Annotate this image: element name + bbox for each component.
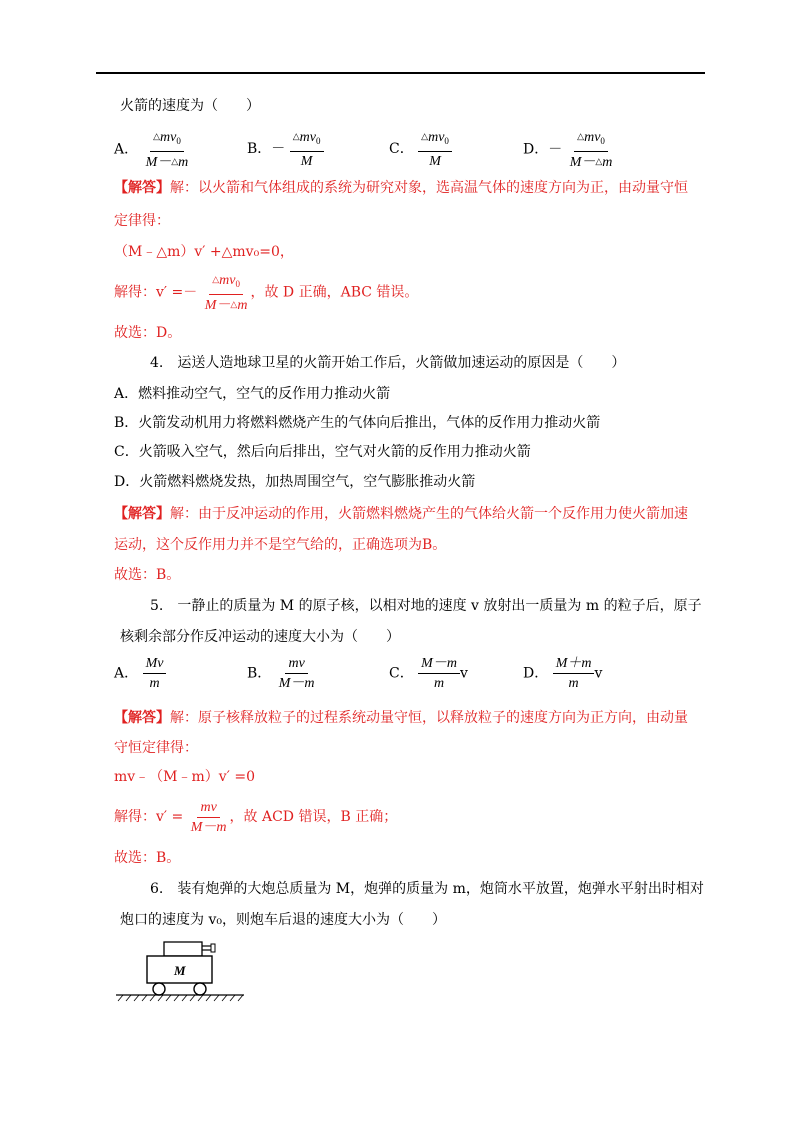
option-label: A． xyxy=(114,141,139,158)
fraction: $\frac{\triangle mv_0}{M-\triangle m}$ xyxy=(569,130,613,170)
q5-solution: 解得：v′ = $\frac{mv}{M-m}$ ，故 ACD 错误，B 正确； xyxy=(114,799,398,835)
q4-answer-line1: 【解答】解：由于反冲运动的作用，火箭燃料燃烧产生的气体给火箭一个反作用力使火箭加速 xyxy=(114,506,688,522)
option-label: B． xyxy=(247,141,272,157)
q3-choose: 故选：D。 xyxy=(114,325,182,341)
option-label: D． xyxy=(523,141,549,158)
figure-mass-label: M xyxy=(174,963,186,978)
fraction: $\frac{mv}{M-m}$ xyxy=(190,799,227,835)
q4-option-b[interactable]: B．火箭发动机用力将燃料燃烧产生的气体向后推出，气体的反作用力推动火箭 xyxy=(114,415,601,431)
q5-option-d[interactable]: D． $\frac{M+m}{m}$ v xyxy=(523,656,603,691)
fraction: $\frac{mv}{M-m}$ xyxy=(278,656,315,691)
q4-option-a[interactable]: A．燃料推动空气，空气的反作用力推动火箭 xyxy=(114,386,391,402)
q5-stem-line2: 核剩余部分作反冲运动的速度大小为（ ） xyxy=(120,629,400,645)
q6-stem-line2: 炮口的速度为 v₀，则炮车后退的速度大小为（ ） xyxy=(120,912,446,928)
q4-option-c[interactable]: C．火箭吸入空气，然后向后排出，空气对火箭的反作用力推动火箭 xyxy=(114,444,531,460)
q3-option-a[interactable] xyxy=(114,128,191,171)
q3-option-d[interactable]: D．－ $\frac{\triangle mv_0}{M-\triangle m}$ xyxy=(523,128,615,171)
fraction: $\frac{M-m}{m}$ xyxy=(418,655,460,692)
fraction: $\frac{\triangle mv_0}{M}$ xyxy=(290,128,324,170)
q3-solution: 解得：v′ =－ $\frac{\triangle mv_0}{M-\triangle m}$ ，故 D 正确，ABC 错误。 xyxy=(114,273,419,313)
q4-stem: 4. 运送人造地球卫星的火箭开始工作后，火箭做加速运动的原因是（ ） xyxy=(150,355,626,371)
option-label: D． xyxy=(523,665,549,682)
q5-equation: mv﹣（M﹣m）v′ =0 xyxy=(114,769,255,785)
fraction: $\frac{Mv}{m}$ xyxy=(143,655,167,692)
q4-answer-line2: 运动，这个反作用力并不是空气给的，正确选项为B。 xyxy=(114,537,447,553)
fraction: $\frac{M+m}{m}$ xyxy=(553,655,595,692)
q3-stem: 火箭的速度为（ ） xyxy=(120,98,260,114)
option-label: A． xyxy=(114,665,139,682)
q3-option-c[interactable] xyxy=(389,128,452,170)
option-label: C． xyxy=(389,141,414,157)
fraction: $\frac{\triangle mv_0}{M}$ xyxy=(418,128,452,170)
q5-answer-line2: 守恒定律得： xyxy=(114,740,198,756)
q5-stem-line1: 5. 一静止的质量为 M 的原子核，以相对地的速度 v 放射出一质量为 m 的粒子后，原子 xyxy=(150,598,702,614)
fraction: $\frac{\triangle mv_0}{M-\triangle m}$ xyxy=(204,273,248,313)
fraction: $\frac{\triangle mv_0}{M-\triangle m}$ xyxy=(145,130,189,170)
q3-answer-line1: 【解答】解：以火箭和气体组成的系统为研究对象，选高温气体的速度方向为正，由动量守恒 xyxy=(114,180,688,196)
option-label: B． xyxy=(247,665,272,682)
q5-option-b[interactable] xyxy=(247,655,318,692)
q5-answer-line1: 【解答】解：原子核释放粒子的过程系统动量守恒，以释放粒子的速度方向为正方向，由动量 xyxy=(114,710,688,726)
q5-option-a[interactable] xyxy=(114,655,166,692)
q4-option-d[interactable]: D．火箭燃料燃烧发热，加热周围空气，空气膨胀推动火箭 xyxy=(114,474,476,490)
option-label: C． xyxy=(389,665,414,682)
q5-option-c[interactable]: C． $\frac{M-m}{m}$ v xyxy=(389,656,468,691)
cannon-cart-figure xyxy=(114,935,249,1005)
q6-stem-line1: 6. 装有炮弹的大炮总质量为 M，炮弹的质量为 m，炮筒水平放置，炮弹水平射出时相对 xyxy=(150,881,704,897)
q3-equation: （M﹣△m）v′ +△mv₀=0， xyxy=(114,244,294,260)
q5-choose: 故选：B。 xyxy=(114,850,181,866)
q3-answer-line2: 定律得： xyxy=(114,213,170,229)
q4-choose: 故选：B。 xyxy=(114,567,181,583)
q3-option-b[interactable]: B．－ $\frac{\triangle mv_0}{M}$ xyxy=(247,128,324,170)
header-rule xyxy=(96,72,705,74)
